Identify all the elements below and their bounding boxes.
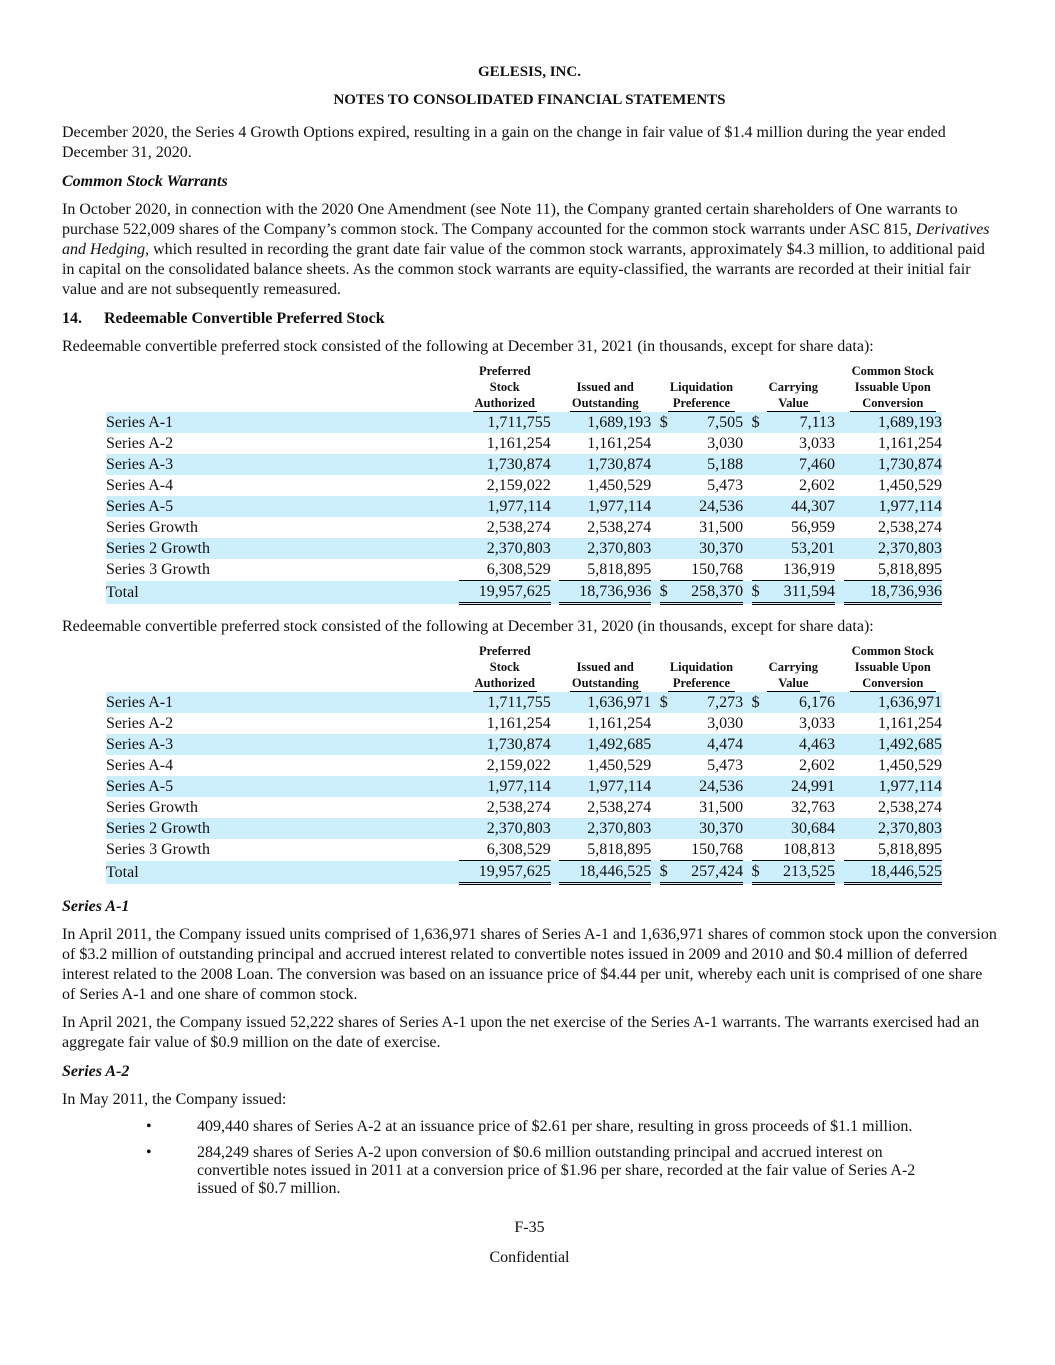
cell-issued: 2,370,803 <box>559 538 651 559</box>
table-row <box>106 433 942 454</box>
cell-carrying-currency <box>752 818 767 839</box>
preferred-stock-table-2021 <box>106 363 942 605</box>
section-title: Redeemable Convertible Preferred Stock <box>104 310 385 327</box>
cell-liquidation-currency <box>660 517 675 538</box>
table-2020-intro: Redeemable convertible preferred stock consisted of the following at December 31, 2020 (in thousands, except for share data): <box>62 618 874 635</box>
cell-authorized: 1,977,114 <box>459 496 551 517</box>
cell-issued: 1,161,254 <box>587 715 652 732</box>
cell-carrying-currency: $ <box>752 861 767 884</box>
cell-liquidation-currency <box>660 713 675 734</box>
intro-paragraph: December 2020, the Series 4 Growth Options expired, resulting in a gain on the change in fair value of $1.4 million during the year ended December 31, 2020. <box>62 124 946 161</box>
table-row <box>106 692 942 713</box>
cell-liquidation: 24,536 <box>675 776 743 797</box>
header-issued <box>559 643 651 692</box>
cell-liquidation: 258,370 <box>675 581 743 604</box>
cell-authorized: 1,711,755 <box>459 412 551 433</box>
cell-carrying-currency <box>752 755 767 776</box>
cell-common: 1,450,529 <box>878 757 942 774</box>
cell-liquidation-currency <box>660 755 675 776</box>
header-carrying <box>752 363 835 412</box>
table-row <box>106 475 942 496</box>
header-common <box>844 643 942 692</box>
cell-carrying: 56,959 <box>791 519 836 536</box>
preferred-stock-table-2020 <box>106 643 942 885</box>
cell-common: 5,818,895 <box>844 559 942 581</box>
header-liquidation-line: Preference <box>672 396 730 410</box>
cell-common: 2,370,803 <box>844 818 942 839</box>
header-issued-line: Issued and <box>576 660 634 674</box>
header-issued <box>559 363 651 412</box>
cell-issued: 2,370,803 <box>559 818 651 839</box>
cell-issued: 2,538,274 <box>587 519 652 536</box>
header-issued-line: Issued and <box>576 380 634 394</box>
cell-common: 1,161,254 <box>878 715 942 732</box>
warrants-text-1: In October 2020, in connection with the 2020 One Amendment (see Note 11), the Company granted certain shareholders of One warrants to purchase 522,009 shares of the Company’s common stock. The Company accounted for the common stock warrants under ASC 815, <box>62 201 958 238</box>
table-row <box>106 454 942 475</box>
cell-issued: 2,538,274 <box>587 799 652 816</box>
header-common-line: Conversion <box>862 396 924 410</box>
cell-liquidation: 4,474 <box>675 734 743 755</box>
cell-liquidation-currency <box>660 454 675 475</box>
bullet-item <box>62 1118 997 1136</box>
header-common-line: Conversion <box>862 676 924 690</box>
table-row <box>106 839 942 861</box>
bullet-text: 284,249 shares of Series A-2 upon conversion of $0.6 million outstanding principal and accrued interest on convertible notes issued in 2011 at a conversion price of $1.96 per share, recorded at the fair value of Series A-2 issued of $0.7 million. <box>197 1144 916 1197</box>
cell-carrying: 32,763 <box>791 799 836 816</box>
cell-carrying: 44,307 <box>767 496 835 517</box>
cell-authorized: 2,370,803 <box>459 538 551 559</box>
cell-carrying-currency <box>752 734 767 755</box>
table-row <box>106 861 942 884</box>
cell-liquidation: 30,370 <box>675 818 743 839</box>
table-row <box>106 581 942 604</box>
series-a2-heading: Series A-2 <box>62 1063 130 1080</box>
header-common-line: Issuable Upon <box>854 660 931 674</box>
header-authorized-line: Preferred <box>478 364 531 378</box>
row-label: Series 3 Growth <box>106 561 210 579</box>
cell-authorized: 1,730,874 <box>459 734 551 755</box>
cell-carrying: 30,684 <box>767 818 835 839</box>
cell-liquidation: 7,273 <box>675 692 743 713</box>
cell-liquidation: 257,424 <box>675 861 743 884</box>
warrants-italic: Derivatives and Hedging <box>62 221 990 258</box>
cell-common: 1,730,874 <box>844 454 942 475</box>
header-common-line: Issuable Upon <box>854 380 931 394</box>
row-label: Series A-2 <box>106 435 174 452</box>
table-row <box>106 517 942 538</box>
cell-issued: 1,636,971 <box>559 692 651 713</box>
cell-liquidation-currency <box>660 475 675 496</box>
header-authorized <box>459 363 551 412</box>
header-common-line: Common Stock <box>851 644 934 658</box>
bullet-icon: • <box>146 1118 152 1135</box>
header-issued-line: Outstanding <box>571 676 639 690</box>
row-label: Series 3 Growth <box>106 841 210 859</box>
cell-carrying: 3,033 <box>799 715 836 732</box>
cell-issued: 1,977,114 <box>559 496 651 517</box>
cell-liquidation: 150,768 <box>675 839 743 861</box>
cell-carrying: 136,919 <box>767 559 835 581</box>
cell-liquidation-currency <box>660 734 675 755</box>
cell-carrying: 2,602 <box>799 477 836 494</box>
row-label: Series A-5 <box>106 776 459 797</box>
cell-carrying-currency <box>752 797 767 818</box>
header-carrying-line: Value <box>778 396 809 410</box>
cell-issued: 18,736,936 <box>559 581 651 604</box>
bullet-text: 409,440 shares of Series A-2 at an issuance price of $2.61 per share, resulting in gross proceeds of $1.1 million. <box>197 1118 913 1135</box>
bullet-item <box>62 1144 997 1198</box>
header-carrying-line: Carrying <box>768 660 818 674</box>
header-authorized-line: Authorized <box>474 396 535 410</box>
cell-liquidation: 30,370 <box>675 538 743 559</box>
cell-liquidation: 31,500 <box>699 799 744 816</box>
header-common-line: Common Stock <box>851 364 934 378</box>
cell-liquidation-currency <box>660 538 675 559</box>
cell-authorized: 19,957,625 <box>459 581 551 604</box>
cell-carrying-currency <box>752 839 767 861</box>
header-carrying-line: Value <box>778 676 809 690</box>
table-row <box>106 797 942 818</box>
cell-authorized: 1,977,114 <box>459 776 551 797</box>
cell-common: 1,492,685 <box>844 734 942 755</box>
series-a2-intro: In May 2011, the Company issued: <box>62 1091 287 1108</box>
cell-carrying-currency <box>752 776 767 797</box>
cell-common: 18,446,525 <box>844 861 942 884</box>
table-row <box>106 755 942 776</box>
header-liquidation-line: Liquidation <box>669 660 734 674</box>
table-row <box>106 538 942 559</box>
cell-authorized: 2,159,022 <box>486 477 551 494</box>
header-authorized-line: Stock <box>489 660 520 674</box>
cell-liquidation: 3,030 <box>707 435 744 452</box>
table-row <box>106 559 942 581</box>
row-label: Series A-3 <box>106 734 459 755</box>
cell-common: 1,636,971 <box>844 692 942 713</box>
cell-liquidation: 24,536 <box>675 496 743 517</box>
row-label: Series A-1 <box>106 692 459 713</box>
cell-liquidation: 150,768 <box>675 559 743 581</box>
row-label: Series 2 Growth <box>106 538 459 559</box>
header-liquidation-line: Liquidation <box>669 380 734 394</box>
cell-common: 1,977,114 <box>844 496 942 517</box>
cell-issued: 1,492,685 <box>559 734 651 755</box>
cell-carrying-currency <box>752 433 767 454</box>
cell-carrying: 213,525 <box>767 861 835 884</box>
cell-common: 1,450,529 <box>878 477 942 494</box>
cell-authorized: 2,538,274 <box>486 519 551 536</box>
company-name: GELESIS, INC. <box>478 64 581 80</box>
cell-issued: 1,161,254 <box>587 435 652 452</box>
label-header <box>106 643 459 692</box>
warrants-text-2: , which resulted in recording the grant date fair value of the common stock warrants, approximately $4.3 million, to additional paid in capital on the consolidated balance sheets. As the common stock warrants are equity-classified, the warrants are recorded at their initial fair value and are not subsequently remeasured. <box>62 241 985 298</box>
cell-liquidation-currency <box>660 559 675 581</box>
cell-carrying-currency <box>752 475 767 496</box>
cell-issued: 1,689,193 <box>559 412 651 433</box>
series-a1-paragraph-1: In April 2011, the Company issued units comprised of 1,636,971 shares of Series A-1 and 1,636,971 shares of common stock upon the conversion of $3.2 million of outstanding principal and accrued interest related to convertible notes issued in 2009 and 2010 and $0.4 million of deferred interest related to the 2008 Loan. The conversion was based on an issuance price of $4.44 per unit, whereby each unit is comprised of one share of Series A-1 and one share of common stock. <box>62 926 997 1003</box>
cell-carrying: 108,813 <box>767 839 835 861</box>
cell-authorized: 2,370,803 <box>459 818 551 839</box>
row-label: Series A-4 <box>106 757 174 774</box>
label-header <box>106 363 459 412</box>
cell-carrying-currency: $ <box>752 412 767 433</box>
cell-liquidation-currency: $ <box>660 412 675 433</box>
section-heading <box>62 309 997 329</box>
cell-carrying-currency <box>752 538 767 559</box>
row-label: Total <box>106 861 459 884</box>
table-row <box>106 412 942 433</box>
cell-common: 1,161,254 <box>878 435 942 452</box>
cell-liquidation-currency <box>660 776 675 797</box>
cell-liquidation-currency <box>660 496 675 517</box>
cell-carrying: 53,201 <box>767 538 835 559</box>
table-row <box>106 776 942 797</box>
row-label: Series Growth <box>106 519 198 536</box>
row-label: Series A-3 <box>106 454 459 475</box>
header-authorized <box>459 643 551 692</box>
series-a1-paragraph-2: In April 2021, the Company issued 52,222 shares of Series A-1 upon the net exercise of the Series A-1 warrants. The warrants exercised had an aggregate fair value of $0.9 million on the date of exercise. <box>62 1014 980 1051</box>
cell-carrying-currency: $ <box>752 581 767 604</box>
cell-issued: 1,450,529 <box>587 477 652 494</box>
document-page <box>62 60 997 1268</box>
cell-authorized: 19,957,625 <box>459 861 551 884</box>
cell-carrying: 4,463 <box>767 734 835 755</box>
cell-liquidation-currency: $ <box>660 692 675 713</box>
cell-common: 2,538,274 <box>878 799 942 816</box>
cell-liquidation-currency: $ <box>660 581 675 604</box>
header-authorized-line: Preferred <box>478 644 531 658</box>
cell-liquidation: 5,188 <box>675 454 743 475</box>
header-authorized-line: Stock <box>489 380 520 394</box>
cell-liquidation: 31,500 <box>699 519 744 536</box>
row-label: Series A-1 <box>106 412 459 433</box>
cell-liquidation-currency: $ <box>660 861 675 884</box>
cell-authorized: 1,730,874 <box>459 454 551 475</box>
cell-carrying-currency <box>752 454 767 475</box>
cell-carrying-currency <box>752 496 767 517</box>
header-carrying <box>752 643 835 692</box>
cell-issued: 5,818,895 <box>559 559 651 581</box>
cell-authorized: 2,538,274 <box>486 799 551 816</box>
header-liquidation-line: Preference <box>672 676 730 690</box>
warrants-heading: Common Stock Warrants <box>62 173 228 190</box>
cell-common: 2,538,274 <box>878 519 942 536</box>
table-header-row <box>106 363 942 412</box>
row-label: Series 2 Growth <box>106 818 459 839</box>
cell-carrying-currency <box>752 517 767 538</box>
cell-common: 5,818,895 <box>844 839 942 861</box>
table-row <box>106 818 942 839</box>
cell-carrying: 7,113 <box>767 412 835 433</box>
cell-authorized: 6,308,529 <box>459 839 551 861</box>
cell-authorized: 1,161,254 <box>486 715 551 732</box>
cell-issued: 1,730,874 <box>559 454 651 475</box>
cell-carrying: 311,594 <box>767 581 835 604</box>
cell-liquidation-currency <box>660 818 675 839</box>
cell-carrying-currency: $ <box>752 692 767 713</box>
header-authorized-line: Authorized <box>474 676 535 690</box>
cell-common: 18,736,936 <box>844 581 942 604</box>
row-label: Series A-5 <box>106 496 459 517</box>
table-2021-intro: Redeemable convertible preferred stock consisted of the following at December 31, 2021 (in thousands, except for share data): <box>62 338 874 355</box>
row-label: Series Growth <box>106 799 198 816</box>
table-row <box>106 713 942 734</box>
page-number: F-35 <box>514 1219 545 1236</box>
cell-carrying-currency <box>752 559 767 581</box>
cell-carrying-currency <box>752 713 767 734</box>
section-number: 14. <box>62 310 82 327</box>
bullet-icon: • <box>146 1144 152 1161</box>
cell-issued: 5,818,895 <box>559 839 651 861</box>
cell-common: 1,977,114 <box>844 776 942 797</box>
cell-issued: 1,450,529 <box>587 757 652 774</box>
row-label: Total <box>106 581 459 604</box>
table-row <box>106 496 942 517</box>
cell-authorized: 1,711,755 <box>459 692 551 713</box>
series-a1-heading: Series A-1 <box>62 898 130 915</box>
cell-issued: 18,446,525 <box>559 861 651 884</box>
cell-common: 1,689,193 <box>844 412 942 433</box>
warrants-paragraph <box>62 200 997 300</box>
table-header-row <box>106 643 942 692</box>
header-liquidation <box>660 643 743 692</box>
row-label: Series A-2 <box>106 715 174 732</box>
confidential-label: Confidential <box>489 1249 570 1266</box>
page-title: NOTES TO CONSOLIDATED FINANCIAL STATEMENTS <box>333 92 726 108</box>
header-liquidation <box>660 363 743 412</box>
header-common <box>844 363 942 412</box>
cell-liquidation-currency <box>660 839 675 861</box>
row-label: Series A-4 <box>106 477 174 494</box>
cell-liquidation: 7,505 <box>675 412 743 433</box>
cell-liquidation-currency <box>660 433 675 454</box>
cell-carrying: 6,176 <box>767 692 835 713</box>
cell-authorized: 6,308,529 <box>459 559 551 581</box>
cell-authorized: 1,161,254 <box>486 435 551 452</box>
cell-liquidation: 3,030 <box>707 715 744 732</box>
cell-carrying: 24,991 <box>767 776 835 797</box>
header-issued-line: Outstanding <box>571 396 639 410</box>
cell-carrying: 7,460 <box>767 454 835 475</box>
cell-authorized: 2,159,022 <box>486 757 551 774</box>
cell-liquidation-currency <box>660 797 675 818</box>
cell-carrying: 3,033 <box>799 435 836 452</box>
cell-common: 2,370,803 <box>844 538 942 559</box>
cell-carrying: 2,602 <box>799 757 836 774</box>
header-carrying-line: Carrying <box>768 380 818 394</box>
cell-liquidation: 5,473 <box>707 757 744 774</box>
cell-liquidation: 5,473 <box>707 477 744 494</box>
cell-issued: 1,977,114 <box>559 776 651 797</box>
table-row <box>106 734 942 755</box>
